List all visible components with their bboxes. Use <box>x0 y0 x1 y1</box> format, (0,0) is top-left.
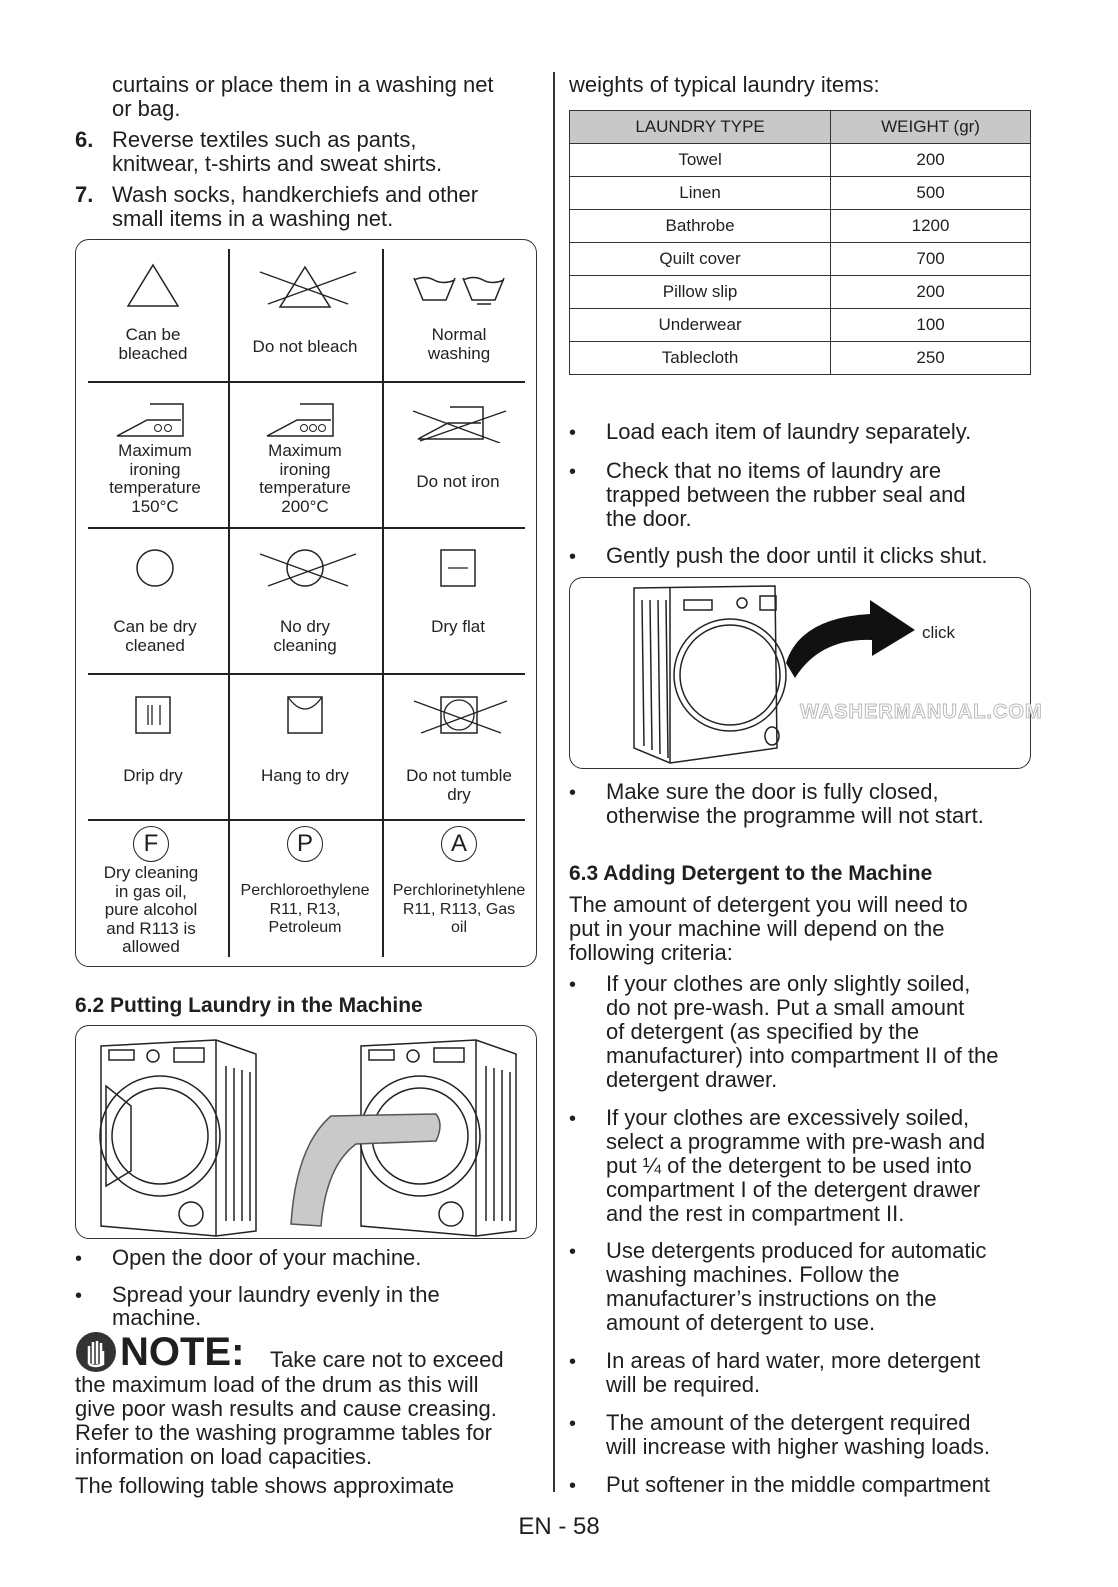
cell-type: Bathrobe <box>570 210 831 243</box>
detergent-bullet-2-line: put ¼ of the detergent to be used into <box>606 1153 972 1178</box>
care-label: ironing <box>279 459 331 479</box>
detergent-bullet-1-line: manufacturer) into compartment II of the <box>606 1043 999 1068</box>
cell-weight: 250 <box>831 342 1031 375</box>
table-row <box>570 309 1031 342</box>
care-symbol-cell <box>383 548 533 637</box>
table-row <box>570 144 1031 177</box>
bullet-marker: • <box>569 1108 577 1130</box>
dry-clean-circle-icon <box>133 548 177 588</box>
care-label: R11, R13, <box>269 900 341 918</box>
table-row <box>570 210 1031 243</box>
detergent-bullet-3-line: Use detergents produced for automatic <box>606 1238 987 1263</box>
bullet-check-trapped-2: trapped between the rubber seal and <box>606 482 966 507</box>
bullet-load-separately: Load each item of laundry separately. <box>606 419 972 444</box>
click-label: click <box>922 623 956 642</box>
care-symbol-cell <box>383 405 533 492</box>
dry-clean-f-icon: F <box>133 826 169 862</box>
detergent-bullet-3-line: amount of detergent to use. <box>606 1310 876 1335</box>
care-label: Petroleum <box>268 919 342 936</box>
dry-clean-p-icon: P <box>287 826 323 862</box>
detergent-bullet-1-line: detergent drawer. <box>606 1067 778 1092</box>
cell-type: Tablecloth <box>570 342 831 375</box>
table-intro: The following table shows approximate <box>75 1473 455 1498</box>
drip-dry-icon <box>133 695 173 735</box>
care-label: Maximum <box>268 441 342 460</box>
detergent-bullet-2-line: and the rest in compartment II. <box>606 1201 905 1226</box>
care-label: Maximum <box>118 441 192 460</box>
section-6-3-intro-2: put in your machine will depend on the <box>569 916 945 941</box>
care-label: and R113 is <box>106 918 196 938</box>
note-text-4: Refer to the washing programme tables for <box>75 1420 492 1445</box>
item-number-7: 7. <box>75 182 94 207</box>
wash-tub-icon <box>409 270 509 306</box>
no-iron-icon <box>408 405 508 443</box>
item-7-line-2: small items in a washing net. <box>112 206 394 231</box>
detergent-bullet-3-line: washing machines. Follow the <box>606 1262 900 1287</box>
grid-line <box>88 819 525 821</box>
care-label: temperature <box>259 478 351 497</box>
care-label: No dry <box>279 617 331 636</box>
table-row <box>570 276 1031 309</box>
cell-type: Pillow slip <box>570 276 831 309</box>
care-label: ironing <box>129 459 181 479</box>
bullet-door-closed-2: otherwise the programme will not start. <box>606 803 984 828</box>
dry-clean-a-icon: A <box>441 826 477 862</box>
bullet-marker: • <box>569 1241 577 1263</box>
cell-type: Quilt cover <box>570 243 831 276</box>
bullet-marker: • <box>569 1413 577 1435</box>
detergent-bullet-2-line: If your clothes are excessively soiled, <box>606 1105 970 1130</box>
bullet-marker: • <box>569 422 577 444</box>
care-label: Perchlorinetyhlene <box>392 882 526 899</box>
bullet-open-door: Open the door of your machine. <box>112 1245 422 1270</box>
item-number-6: 6. <box>75 127 94 152</box>
care-symbol-cell <box>384 695 534 804</box>
note-text-1: Take care not to exceed <box>270 1347 504 1372</box>
care-label: Dry cleaning <box>103 863 199 882</box>
care-label: Do not bleach <box>252 337 358 356</box>
header-laundry-type: LAUNDRY TYPE <box>570 111 831 144</box>
column-divider <box>553 72 555 1492</box>
bullet-spread-laundry-1: Spread your laundry evenly in the <box>112 1282 440 1307</box>
care-symbol-cell <box>230 695 380 786</box>
bleach-triangle-icon <box>123 262 183 310</box>
cell-type: Linen <box>570 177 831 210</box>
care-label: dry <box>447 784 471 804</box>
bullet-marker: • <box>569 782 577 804</box>
note-heading: NOTE: <box>120 1330 245 1374</box>
page-number: EN - 58 <box>518 1513 600 1540</box>
care-label: R11, R113, Gas <box>402 900 516 918</box>
care-symbol-cell <box>230 402 380 516</box>
care-symbol-cell <box>78 262 228 363</box>
care-label: in gas oil, <box>115 881 187 901</box>
intro-line-1: curtains or place them in a washing net <box>112 72 494 97</box>
care-label: Can be dry <box>113 617 197 636</box>
care-label: Normal <box>431 325 487 344</box>
section-6-3-intro-3: following criteria: <box>569 940 733 965</box>
grid-line <box>88 381 525 383</box>
bullet-marker: • <box>75 1285 83 1307</box>
care-label: oil <box>450 919 467 936</box>
detergent-bullet-1-line: do not pre-wash. Put a small amount <box>606 995 965 1020</box>
note-text-5: information on load capacities. <box>75 1444 373 1469</box>
care-label: cleaned <box>125 635 185 655</box>
care-label: pure alcohol <box>104 900 198 919</box>
cell-weight: 500 <box>831 177 1031 210</box>
bullet-push-door: Gently push the door until it clicks shut. <box>606 543 988 568</box>
care-label: Can be <box>125 325 181 344</box>
detergent-bullet-5-line: will increase with higher washing loads. <box>606 1434 990 1459</box>
no-tumble-dry-icon <box>409 695 509 735</box>
section-6-3-intro-1: The amount of detergent you will need to <box>569 892 968 917</box>
detergent-bullet-1-line: If your clothes are only slightly soiled, <box>606 971 971 996</box>
care-label: cleaning <box>273 635 337 655</box>
care-symbol-cell <box>80 548 230 655</box>
cell-type: Towel <box>570 144 831 177</box>
cell-type: Underwear <box>570 309 831 342</box>
cell-weight: 1200 <box>831 210 1031 243</box>
care-symbol-cell <box>78 695 228 786</box>
bullet-check-trapped-1: Check that no items of laundry are <box>606 458 942 483</box>
care-label: Do not iron <box>416 472 500 491</box>
table-header-row <box>570 111 1031 144</box>
cell-weight: 200 <box>831 144 1031 177</box>
detergent-bullet-4-line: In areas of hard water, more detergent <box>606 1348 981 1373</box>
table-row <box>570 342 1031 375</box>
detergent-bullet-6-line: Put softener in the middle compartment <box>606 1472 990 1497</box>
care-label: Do not tumble <box>406 766 512 785</box>
care-label: allowed <box>122 937 180 956</box>
hand-stop-icon <box>76 1332 116 1372</box>
section-6-2-title: 6.2 Putting Laundry in the Machine <box>75 994 423 1017</box>
item-7-line-1: Wash socks, handkerchiefs and other <box>112 182 479 207</box>
bullet-marker: • <box>569 546 577 568</box>
washing-machine-illustration <box>76 1026 536 1238</box>
cell-weight: 100 <box>831 309 1031 342</box>
care-symbol-cell <box>76 826 226 957</box>
cell-weight: 700 <box>831 243 1031 276</box>
table-row <box>570 177 1031 210</box>
bullet-marker: • <box>569 1351 577 1373</box>
intro-line-2: or bag. <box>112 96 181 121</box>
bullet-marker: • <box>569 974 577 996</box>
no-dry-clean-icon <box>250 548 360 588</box>
cell-weight: 200 <box>831 276 1031 309</box>
care-label: bleached <box>118 343 188 363</box>
grid-line <box>88 527 525 529</box>
care-label: washing <box>427 343 491 363</box>
care-label: temperature <box>109 478 201 497</box>
care-symbol-cell <box>384 270 534 363</box>
care-symbol-cell <box>80 402 230 516</box>
care-symbol-cell <box>230 826 380 938</box>
detergent-bullet-4-line: will be required. <box>606 1372 761 1397</box>
bullet-check-trapped-3: the door. <box>606 506 692 531</box>
loading-laundry-illustration <box>75 1025 537 1239</box>
care-label: 200°C <box>281 496 329 516</box>
note-text-2: the maximum load of the drum as this will <box>75 1372 479 1397</box>
iron-three-dots-icon <box>265 402 345 438</box>
care-label: Drip dry <box>123 766 183 785</box>
bullet-door-closed-1: Make sure the door is fully closed, <box>606 779 939 804</box>
table-intro-continued: weights of typical laundry items: <box>569 72 880 97</box>
section-6-3-title: 6.3 Adding Detergent to the Machine <box>569 862 933 885</box>
care-symbol-cell <box>230 262 380 357</box>
care-label: 150°C <box>131 496 179 516</box>
watermark: WASHERMANUAL.COM <box>800 701 1043 723</box>
detergent-bullet-1-line: of detergent (as specified by the <box>606 1019 920 1044</box>
grid-line <box>88 673 525 675</box>
detergent-bullet-3-line: manufacturer’s instructions on the <box>606 1286 937 1311</box>
care-label: Perchloroethylene <box>240 882 370 899</box>
bullet-marker: • <box>75 1248 83 1270</box>
detergent-bullet-2-line: compartment I of the detergent drawer <box>606 1177 981 1202</box>
bullet-spread-laundry-2: machine. <box>112 1305 202 1330</box>
table-row <box>570 243 1031 276</box>
bullet-marker: • <box>569 1475 577 1497</box>
detergent-bullet-2-line: select a programme with pre-wash and <box>606 1129 986 1154</box>
no-bleach-icon <box>250 262 360 310</box>
bullet-marker: • <box>569 461 577 483</box>
iron-two-dots-icon <box>115 402 195 438</box>
laundry-weight-table <box>569 110 1031 375</box>
care-label: Dry flat <box>431 617 485 636</box>
care-symbol-cell <box>230 548 380 655</box>
close-door-illustration <box>569 577 1043 769</box>
care-label: Hang to dry <box>261 766 349 785</box>
header-weight: WEIGHT (gr) <box>831 111 1031 144</box>
detergent-bullet-5-line: The amount of the detergent required <box>606 1410 971 1435</box>
dry-flat-icon <box>438 548 478 588</box>
hang-dry-icon <box>285 695 325 735</box>
washing-machine-click-illustration <box>570 578 1043 768</box>
item-6-line-2: knitwear, t-shirts and sweat shirts. <box>112 151 443 176</box>
note-text-3: give poor wash results and cause creasing. <box>75 1396 497 1421</box>
item-6-line-1: Reverse textiles such as pants, <box>112 127 417 152</box>
care-symbol-cell <box>384 826 534 938</box>
